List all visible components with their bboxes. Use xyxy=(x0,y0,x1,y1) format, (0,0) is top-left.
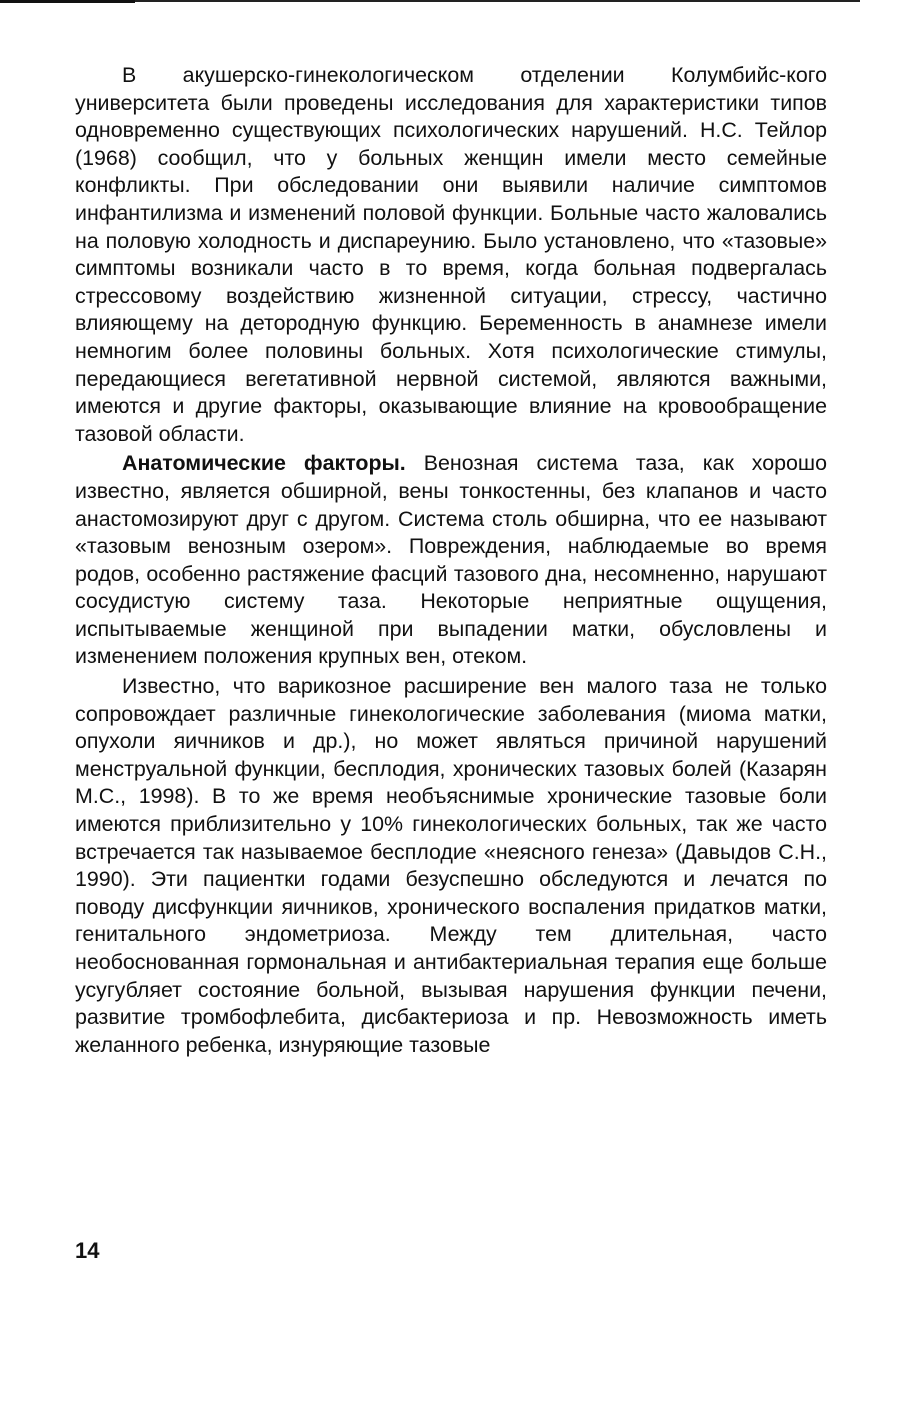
header-rule-accent xyxy=(0,0,135,3)
paragraph-text: Венозная система таза, как хорошо известно, является обширной, вены тонкостенны, без клапанов и часто анастомозируют друг с другом. Система столь обширна, что ее называют «тазовым венозным озером». Повреждения, наблюдаемые во время родов, особенно растяжение фасций тазового дна, несомненно, нарушают сосудистую систему таза. Некоторые неприятные ощущения, испытываемые женщиной при выпадении матки, обусловлены и изменением положения крупных вен, отеком. xyxy=(75,451,827,669)
paragraph-psychological xyxy=(75,62,827,448)
paragraph-varicose-veins xyxy=(75,673,827,1059)
page-number: 14 xyxy=(75,1238,100,1263)
run-in-heading: Анатомические факторы. xyxy=(122,451,406,476)
paragraph-anatomical-factors xyxy=(75,450,827,671)
paragraph-text: Известно, что варикозное расширение вен малого таза не только сопровождает различные гинекологические заболевания (миома матки, опухоли яичников и др.), но может являться причиной нарушений менструальной функции, бесплодия, хронических тазовых болей (Казарян М.С., 1998). В то же время необъяснимые хронические тазовые боли имеются приблизительно у 10% гинекологических больных, так же часто встречается так называемое бесплодие «неясного генеза» (Давыдов С.Н., 1990). Эти пациентки годами безуспешно обследуются и лечатся по поводу дисфункции яичников, хронического воспаления придатков матки, генитального эндометриоза. Между тем длительная, часто необоснованная гормональная и антибактериальная терапия еще больше усугубляет состояние больной, вызывая нарушения функции печени, развитие тромбофлебита, дисбактериоза и пр. Невозможность иметь желанного ребенка, изнуряющие тазовые xyxy=(75,674,827,1057)
page-body xyxy=(75,62,827,1059)
paragraph-text: В акушерско-гинекологическом отделении Колумбийс-кого университета были проведены исследования для характеристики типов одновременно существующих психологических нарушений. Н.С. Тейлор (1968) сообщил, что у больных женщин имели место семейные конфликты. При обследовании они выявили наличие симптомов инфантилизма и изменений половой функции. Больные часто жаловались на половую холодность и диспареунию. Было установлено, что «тазовые» симптомы возникали часто в то время, когда больная подвергалась стрессовому воздействию жизненной ситуации, стрессу, частично влияющему на детородную функцию. Беременность в анамнезе имели немногим более половины больных. Хотя психологические стимулы, передающиеся вегетативной нервной системой, являются важными, имеются и другие факторы, оказывающие влияние на кровообращение тазовой области. xyxy=(75,63,827,446)
